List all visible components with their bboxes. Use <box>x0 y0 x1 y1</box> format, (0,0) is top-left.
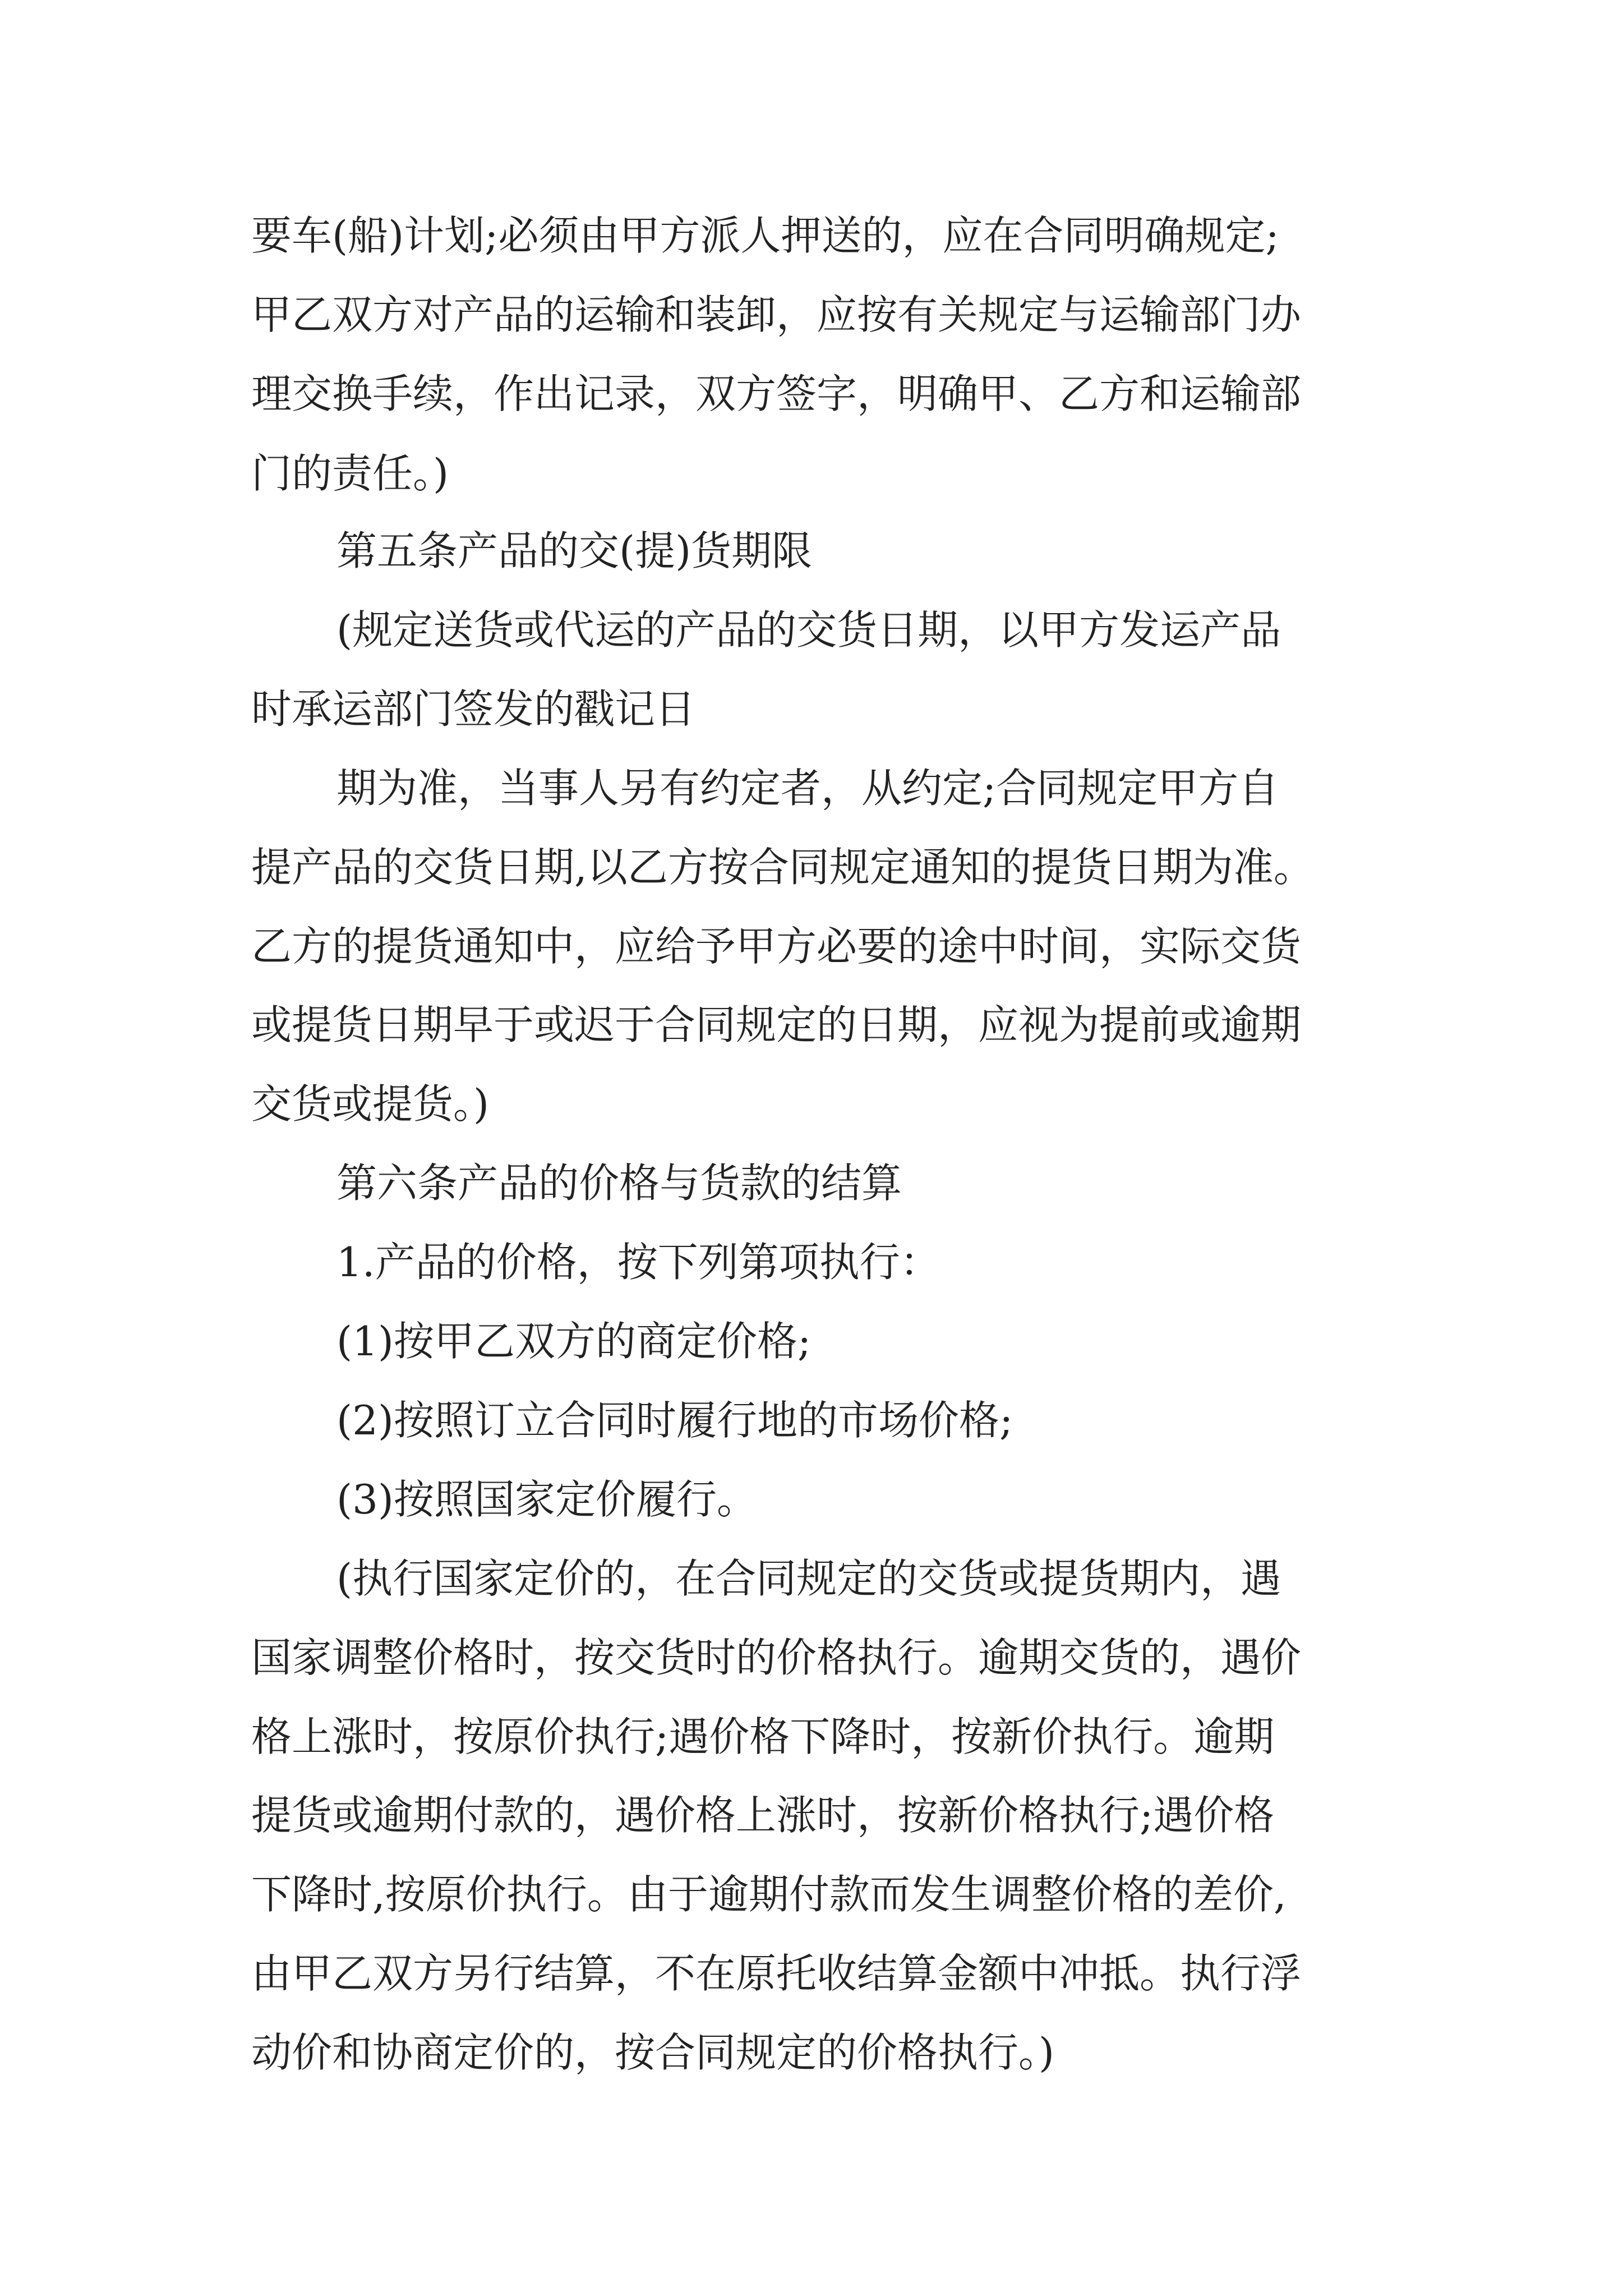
list-item: (3)按照国家定价履行。 <box>336 1476 757 1523</box>
text-line: 提货或逾期付款的，遇价格上涨时，按新价格执行;遇价格 <box>251 1792 1275 1839</box>
text-line: 甲乙双方对产品的运输和装卸，应按有关规定与运输部门办 <box>251 291 1302 338</box>
text-line: 时承运部门签发的戳记日 <box>251 685 696 733</box>
text-line: 下降时,按原价执行。由于逾期付款而发生调整价格的差价, <box>251 1871 1287 1918</box>
text-line: 由甲乙双方另行结算，不在原托收结算金额中冲抵。执行浮 <box>251 1950 1302 1997</box>
text-line: 国家调整价格时，按交货时的价格执行。逾期交货的，遇价 <box>251 1634 1302 1681</box>
text-line: 格上涨时，按原价执行;遇价格下降时，按新价执行。逾期 <box>251 1713 1275 1760</box>
text-line: 期为准，当事人另有约定者，从约定;合同规定甲方自 <box>336 765 1279 812</box>
text-line: (规定送货或代运的产品的交货日期，以甲方发运产品 <box>336 606 1281 654</box>
text-line: 或提货日期早于或迟于合同规定的日期，应视为提前或逾期 <box>251 1001 1302 1048</box>
text-line: 乙方的提货通知中，应给予甲方必要的途中时间，实际交货 <box>251 923 1302 970</box>
text-line: 门的责任。) <box>251 450 449 497</box>
section-heading: 第五条产品的交(提)货期限 <box>336 527 813 574</box>
text-line: 理交换手续，作出记录，双方签字，明确甲、乙方和运输部 <box>251 370 1302 417</box>
list-item: 1.产品的价格，按下列第项执行： <box>336 1239 940 1286</box>
text-line: (执行国家定价的，在合同规定的交货或提货期内，遇 <box>336 1555 1281 1602</box>
list-item: (2)按照订立合同时履行地的市场价格; <box>336 1397 1013 1444</box>
list-item: (1)按甲乙双方的商定价格; <box>336 1318 811 1365</box>
section-heading: 第六条产品的价格与货款的结算 <box>336 1159 902 1207</box>
text-line: 交货或提货。) <box>251 1080 490 1128</box>
text-line: 要车(船)计划;必须由甲方派人押送的，应在合同明确规定; <box>251 212 1279 259</box>
text-line: 提产品的交货日期,以乙方按合同规定通知的提货日期为准。 <box>251 844 1314 891</box>
text-line: 动价和协商定价的，按合同规定的价格执行。) <box>251 2029 1055 2076</box>
